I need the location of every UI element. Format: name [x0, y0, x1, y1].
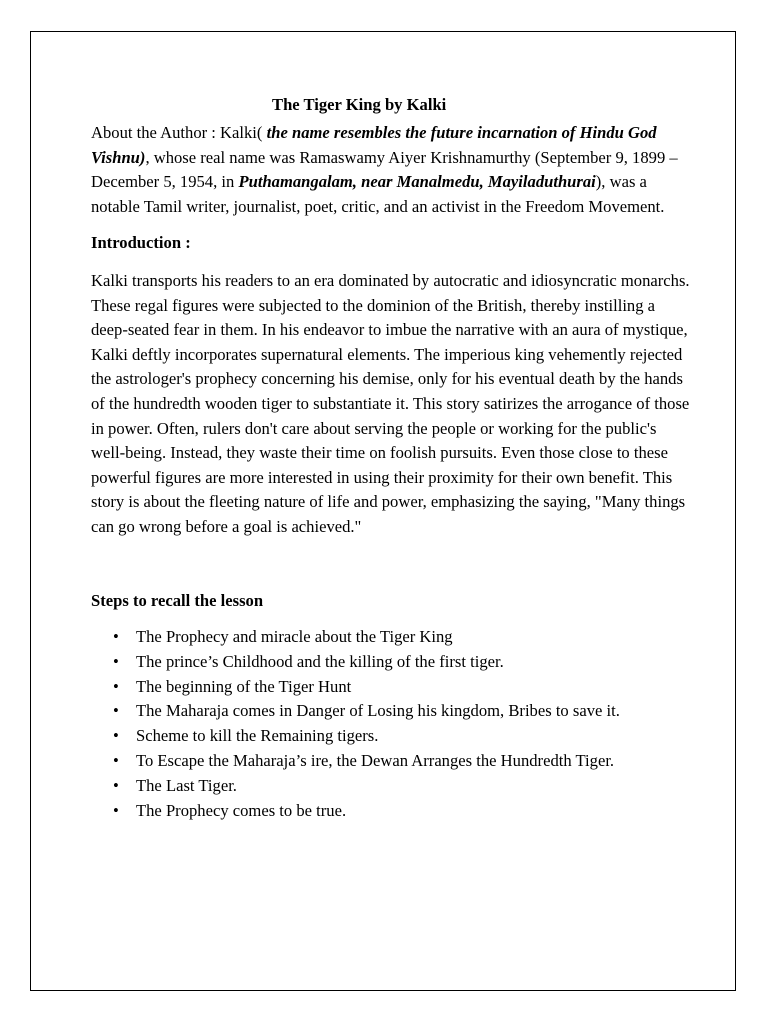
bullet-icon: • [113, 751, 119, 771]
document-body [91, 93, 691, 823]
about-author-paragraph [91, 121, 691, 219]
bullet-icon: • [113, 627, 119, 647]
introduction-heading: Introduction : [91, 233, 191, 253]
bullet-icon: • [113, 676, 119, 696]
list-item [91, 724, 691, 749]
list-item [91, 650, 691, 675]
step-text: The prince’s Childhood and the killing of the first tiger. [136, 651, 504, 671]
author-prefix: About the Author : Kalki( [91, 123, 267, 142]
step-text: The Prophecy comes to be true. [136, 800, 347, 820]
bullet-icon: • [113, 800, 119, 820]
author-real-name: , whose real name was Ramaswamy Aiyer Krishnamurthy (September 9, 1899 – December 5, 1954, in [91, 147, 678, 192]
step-text: The Last Tiger. [136, 775, 237, 795]
list-item [91, 749, 691, 774]
document-title: The Tiger King by Kalki [272, 95, 447, 114]
bullet-icon: • [113, 701, 119, 721]
step-text: The Prophecy and miracle about the Tiger King [136, 627, 453, 647]
introduction-paragraph: Kalki transports his readers to an era dominated by autocratic and idiosyncratic monarchs. These regal figures were subjected to the dominion of the British, thereby instilling a deep-seated fear in them. In his endeavor to imbue the narrative with an aura of mystique, Kalki deftly incorporates supernatural elements. The imperious king vehemently rejected the astrologer's prophecy concerning his demise, only for his eventual death by the hands of the hundredth wooden tiger to substantiate it. This story satirizes the arrogance of those in power. Often, rulers don't care about serving the people or working for the public's well-being. Instead, they waste their time on foolish pursuits. Even those close to these powerful figures are more interested in using their proximity for their own benefit. This story is about the fleeting nature of life and power, emphasizing the saying, "Many things can go wrong before a goal is achieved." [91, 270, 690, 536]
list-item [91, 675, 691, 700]
author-birthplace: Puthamangalam, near Manalmedu, Mayiladuthurai [238, 172, 596, 192]
step-text: The beginning of the Tiger Hunt [136, 676, 352, 696]
step-text: The Maharaja comes in Danger of Losing his kingdom, Bribes to save it. [136, 701, 620, 721]
author-name-meaning: the name resembles the future incarnation of Hindu God Vishnu) [91, 123, 657, 167]
step-text: To Escape the Maharaja’s ire, the Dewan Arranges the Hundredth Tiger. [136, 751, 615, 771]
list-item [91, 774, 691, 799]
bullet-icon: • [113, 726, 119, 746]
steps-list [91, 625, 691, 823]
bullet-icon: • [113, 775, 119, 795]
list-item [91, 799, 691, 824]
author-description: ), was a notable Tamil writer, journalist, poet, critic, and an activist in the Freedom Movement. [91, 172, 665, 216]
step-text: Scheme to kill the Remaining tigers. [136, 726, 379, 746]
steps-heading: Steps to recall the lesson [91, 590, 264, 610]
bullet-icon: • [113, 651, 119, 671]
list-item [91, 699, 691, 724]
list-item [91, 625, 691, 650]
